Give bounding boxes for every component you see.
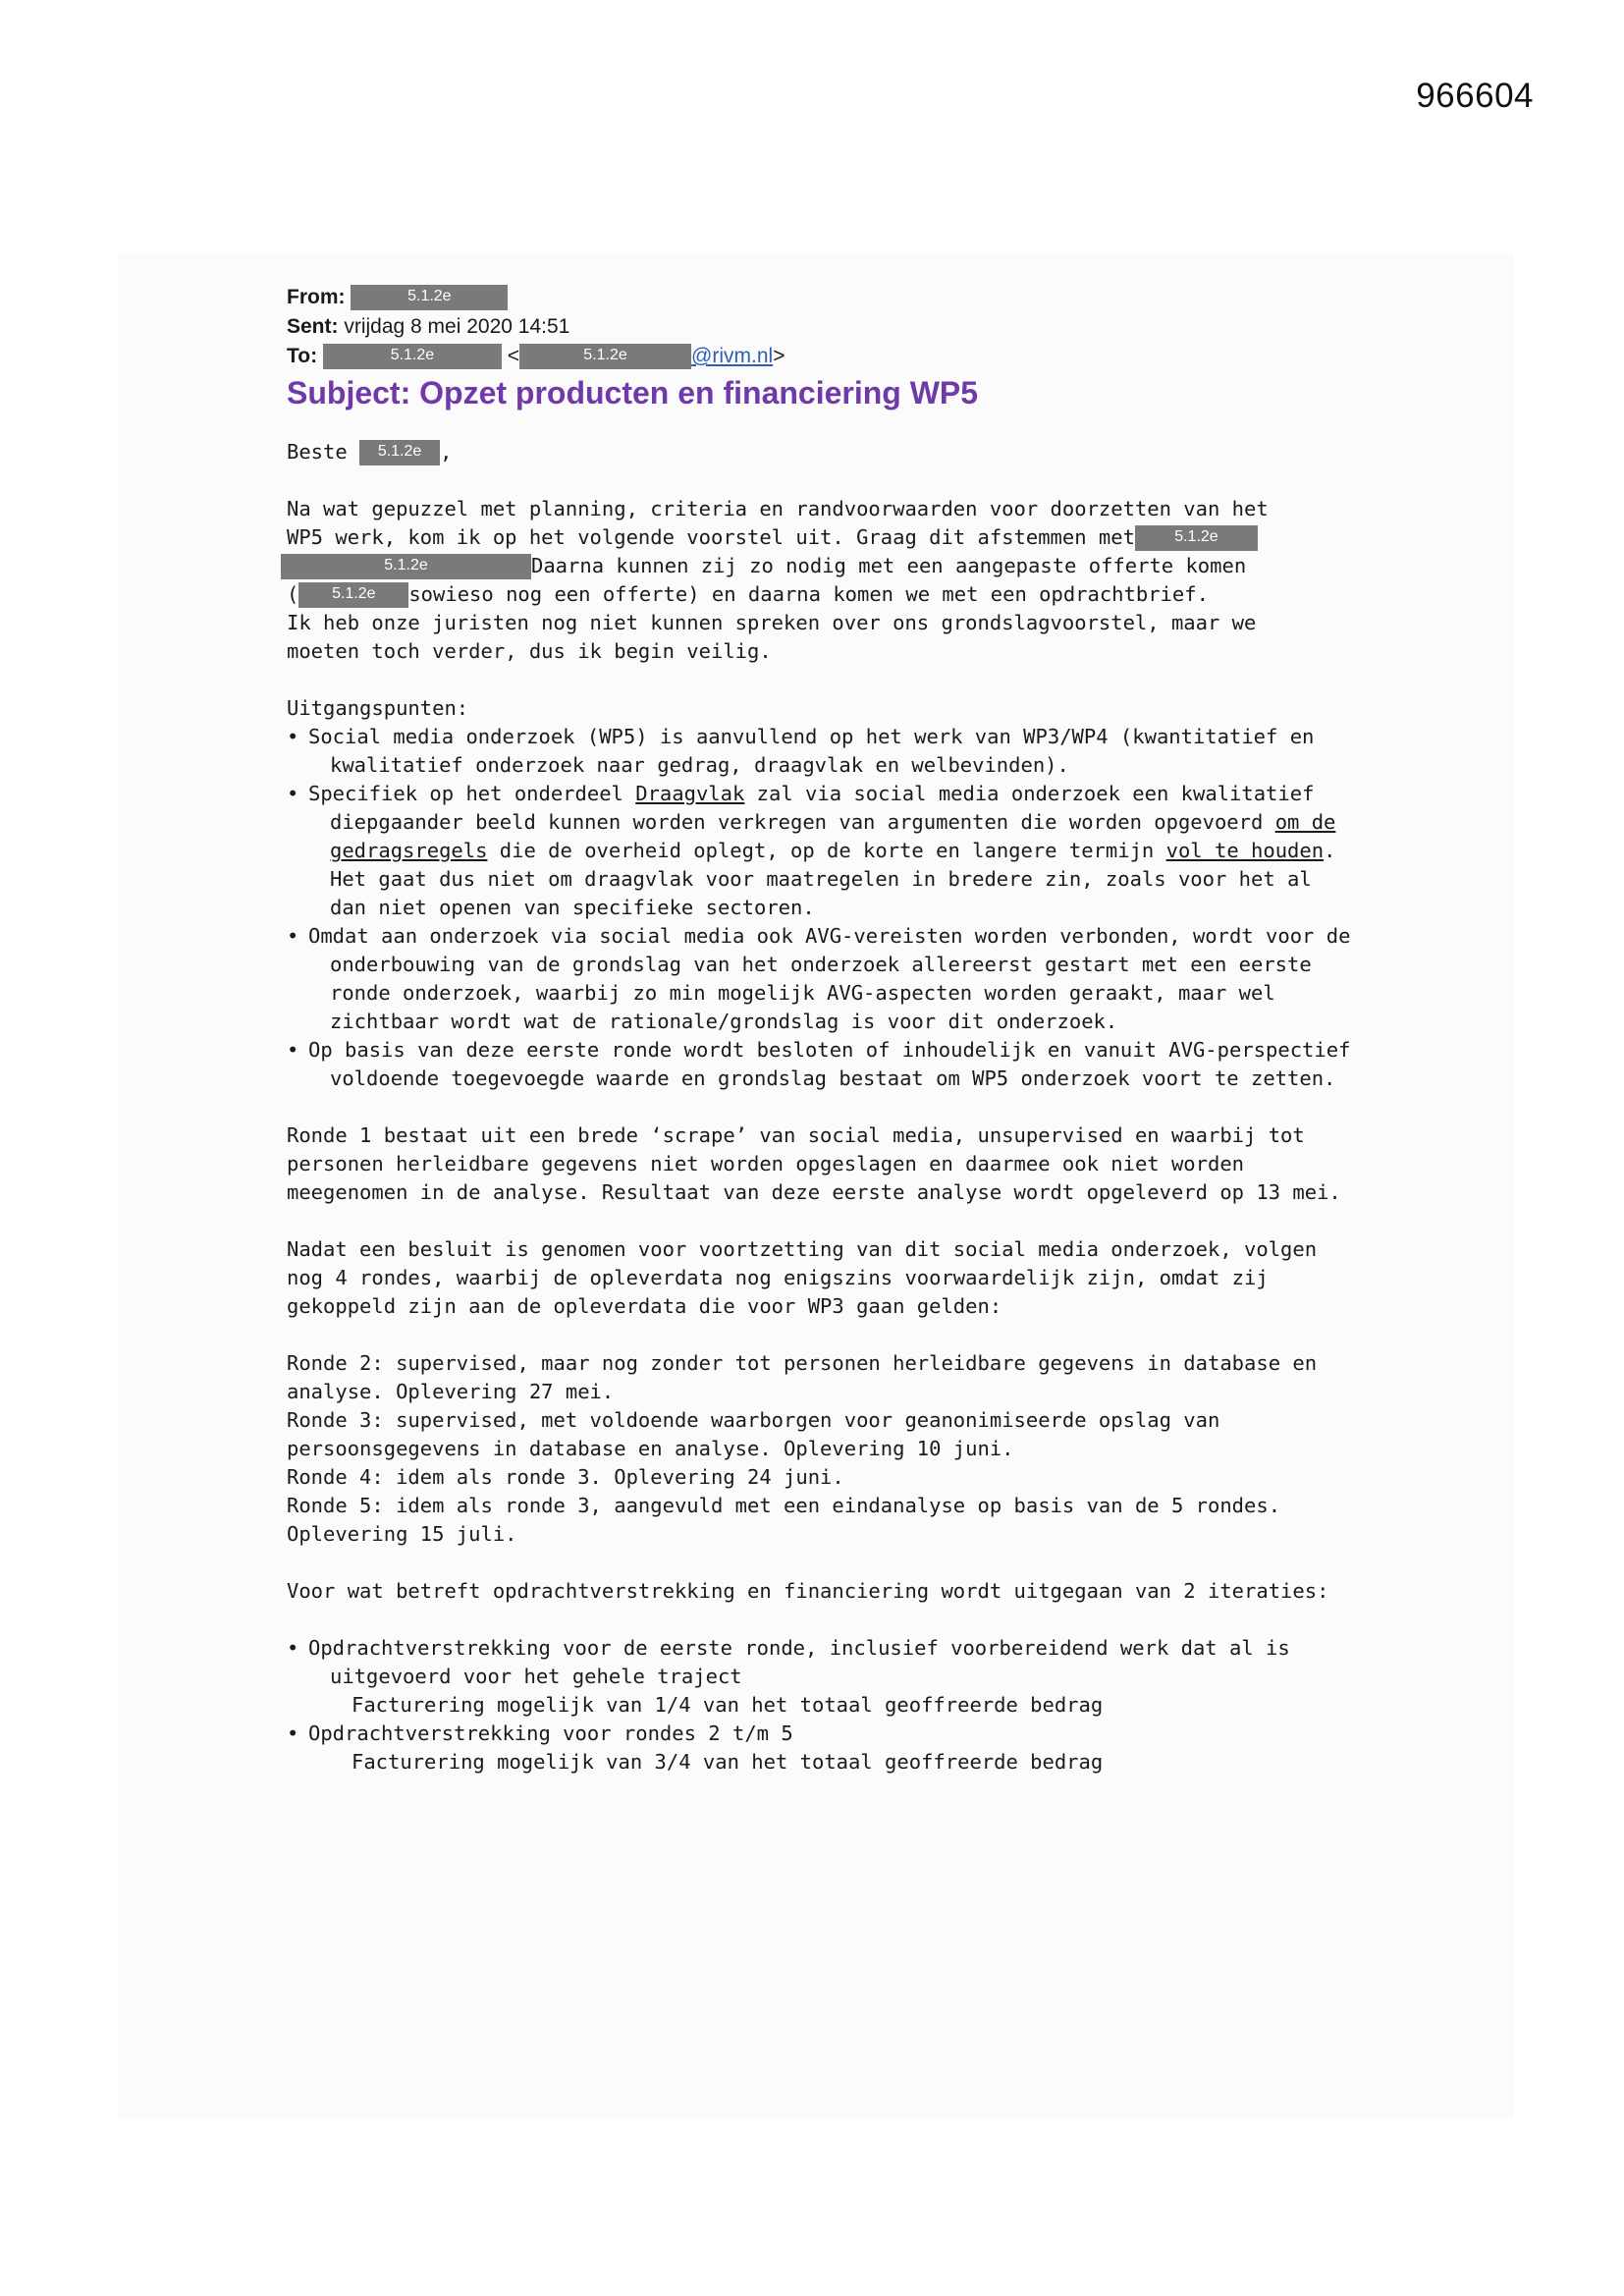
email-body: [287, 438, 1352, 1777]
underlined-text: om de gedragsregels: [330, 810, 1336, 862]
intro-line: moeten toch verder, dus ik begin veilig.: [287, 639, 772, 663]
round-3: Ronde 3: supervised, met voldoende waarborgen voor geanonimiseerde opslag van persoonsgegevens in database en analyse. Oplevering 10 juni.: [287, 1408, 1220, 1460]
intro-line: sowieso nog een offerte) en daarna komen we met een opdrachtbrief.: [408, 582, 1209, 606]
text-run: . Het gaat dus niet om draagvlak voor maatregelen in bredere zin, zoals voor het al dan niet openen van specifieke sectoren.: [330, 839, 1336, 919]
email-header: [287, 283, 1352, 371]
redaction-intro-1: 5.1.2e: [1135, 525, 1258, 551]
text-run: Specifiek op het onderdeel: [308, 782, 636, 805]
to-close-bracket: >: [773, 345, 785, 367]
underlined-text: Draagvlak: [635, 782, 745, 805]
text-run: zal via social media onderzoek een kwalitatief diepgaander beeld kunnen worden verkregen van argumenten die worden opgevoerd: [330, 782, 1315, 834]
greeting-text: Beste: [287, 440, 348, 464]
list-item: [287, 1720, 1352, 1777]
followup-paragraph: Nadat een besluit is genomen voor voortzetting van dit social media onderzoek, volgen nog 4 rondes, waarbij de opleverdata nog enigszins voorwaardelijk zijn, omdat zij gekoppeld zijn aan de opleverdata die voor WP3 gaan gelden:: [287, 1237, 1318, 1318]
intro-line: Ik heb onze juristen nog niet kunnen spreken over ons grondslagvoorstel, maar we: [287, 611, 1257, 634]
round-2: Ronde 2: supervised, maar nog zonder tot personen herleidbare gegevens in database en analyse. Oplevering 27 mei.: [287, 1351, 1318, 1403]
redaction-intro-3: 5.1.2e: [298, 582, 408, 608]
round-4: Ronde 4: idem als ronde 3. Oplevering 24 juni.: [287, 1465, 844, 1489]
email-content: [287, 283, 1352, 1777]
to-open-bracket: <: [507, 345, 520, 367]
intro-line: Na wat gepuzzel met planning, criteria en randvoorwaarden voor doorzetten van het: [287, 497, 1269, 520]
principles-list: [287, 723, 1352, 1093]
text-run: Opdrachtverstrekking voor rondes 2 t/m 5: [308, 1722, 793, 1745]
intro-paragraph: [287, 495, 1352, 666]
redaction-from: 5.1.2e: [351, 285, 508, 310]
redaction-to-email: 5.1.2e: [519, 344, 691, 369]
intro-bracket: (: [287, 582, 299, 606]
email-subject: Subject: Opzet producten en financiering WP5: [287, 375, 979, 410]
text-run: die de overheid oplegt, op de korte en langere termijn: [487, 839, 1166, 862]
document-number: 966604: [1416, 77, 1534, 115]
greeting-comma: ,: [440, 440, 453, 464]
list-item: • Omdat aan onderzoek via social media ook AVG-vereisten worden verbonden, wordt voor de onderbouwing van de grondslag van het onderzoek allereerst gestart met een eerste ronde onderzoek, waarbij zo min mogelijk AVG-aspecten worden geraakt, maar wel zichtbaar wordt wat de rationale/grondslag is voor dit onderzoek.: [287, 922, 1352, 1036]
text-run: Opdrachtverstrekking voor de eerste ronde, inclusief voorbereidend werk dat al is uitgevoerd voor het gehele traject: [308, 1636, 1290, 1688]
billing-line: Facturering mogelijk van 3/4 van het totaal geoffreerde bedrag: [352, 1750, 1104, 1774]
redaction-intro-2: 5.1.2e: [281, 554, 531, 579]
list-item: • Op basis van deze eerste ronde wordt besloten of inhoudelijk en vanuit AVG-perspectief voldoende toegevoegde waarde en grondslag bestaat om WP5 onderzoek voort te zetten.: [287, 1036, 1352, 1093]
list-item: [287, 1634, 1352, 1720]
intro-line: WP5 werk, kom ik op het volgende voorstel uit. Graag dit afstemmen met: [287, 525, 1135, 549]
sent-label: Sent:: [287, 315, 339, 338]
sent-line: [287, 312, 1352, 342]
from-line: [287, 283, 1352, 312]
to-label: To:: [287, 345, 318, 367]
greeting: [287, 438, 1352, 466]
to-line: [287, 342, 1352, 371]
intro-line: Daarna kunnen zij zo nodig met een aangepaste offerte komen: [531, 554, 1247, 577]
underlined-text: vol te houden: [1165, 839, 1325, 862]
redaction-to-name: 5.1.2e: [323, 344, 502, 369]
email-domain-link[interactable]: @rivm.nl: [691, 345, 774, 367]
principles-heading: Uitgangspunten:: [287, 696, 469, 720]
list-item: [287, 780, 1352, 922]
list-item: • Social media onderzoek (WP5) is aanvullend op het werk van WP3/WP4 (kwantitatief en kwalitatief onderzoek naar gedrag, draagvlak en welbevinden).: [287, 723, 1352, 780]
round1-paragraph: Ronde 1 bestaat uit een brede ‘scrape’ van social media, unsupervised en waarbij tot personen herleidbare gegevens niet worden opgeslagen en daarmee ook niet worden meegenomen in de analyse. Resultaat van deze eerste analyse wordt opgeleverd op 13 mei.: [287, 1123, 1341, 1204]
from-label: From:: [287, 286, 346, 308]
financing-list: [287, 1634, 1352, 1777]
redaction-greeting: 5.1.2e: [359, 440, 440, 465]
billing-line: Facturering mogelijk van 1/4 van het totaal geoffreerde bedrag: [352, 1693, 1104, 1717]
sent-value: vrijdag 8 mei 2020 14:51: [344, 315, 570, 338]
round-5: Ronde 5: idem als ronde 3, aangevuld met een eindanalyse op basis van de 5 rondes. Oplevering 15 juli.: [287, 1494, 1281, 1546]
financing-intro: Voor wat betreft opdrachtverstrekking en financiering wordt uitgegaan van 2 iteraties:: [287, 1579, 1329, 1603]
